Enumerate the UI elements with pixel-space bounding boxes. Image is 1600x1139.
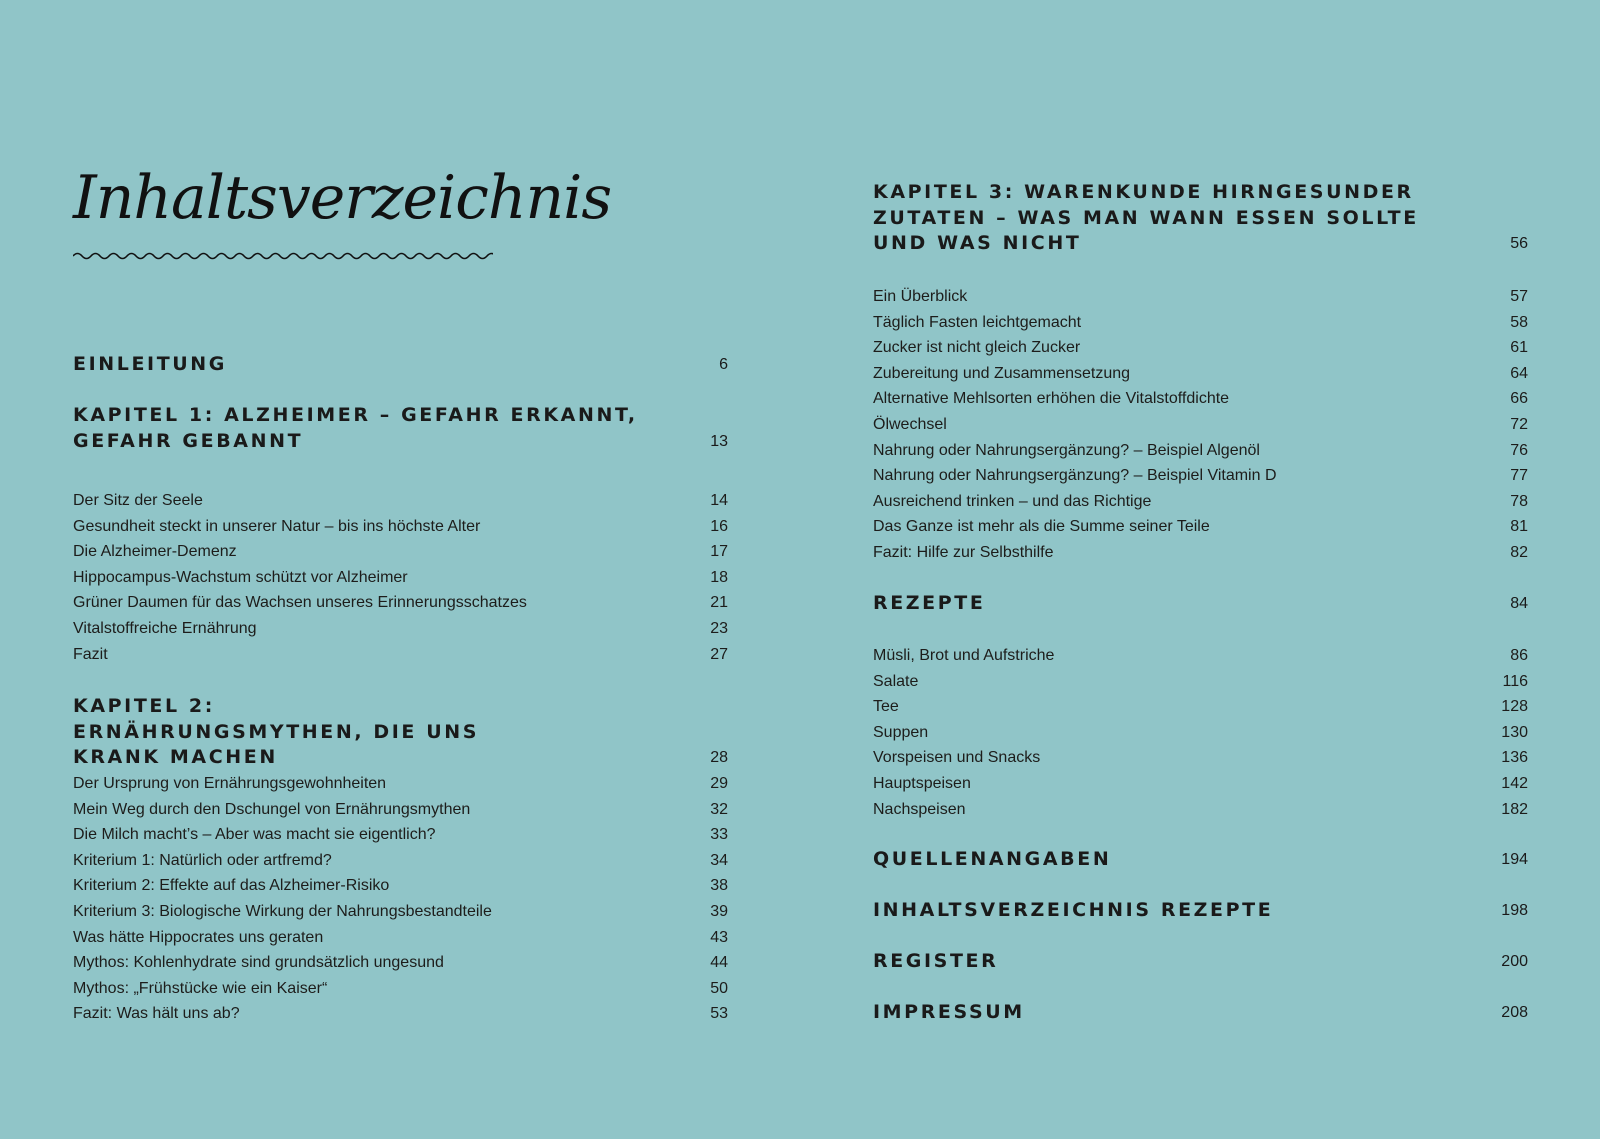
toc-entry-title: Der Sitz der Seele <box>73 492 203 509</box>
toc-entry[interactable] <box>73 590 728 616</box>
toc-entry[interactable] <box>873 514 1528 540</box>
toc-entry[interactable] <box>73 950 728 976</box>
toc-entry-page-number: 57 <box>1510 288 1528 305</box>
toc-entry-title: Das Ganze ist mehr als die Summe seiner Teile <box>873 518 1210 536</box>
heading-text: INHALTSVERZEICHNIS REZEPTE <box>873 899 1274 921</box>
toc-entry[interactable] <box>873 412 1528 438</box>
toc-entry-title: Vorspeisen und Snacks <box>873 749 1041 767</box>
heading-text: KAPITEL 2: ERNÄHRUNGSMYTHEN, DIE UNS KRANK MACHEN <box>73 695 480 769</box>
heading-page-number: 56 <box>1510 235 1528 253</box>
toc-list-kapitel-1 <box>73 488 728 667</box>
toc-entry-title: Die Milch macht’s – Aber was macht sie eigentlich? <box>73 826 436 844</box>
toc-entry[interactable] <box>873 284 1528 310</box>
toc-entry-title: Kriterium 2: Effekte auf das Alzheimer-Risiko <box>73 877 390 895</box>
toc-entry-title: Tee <box>873 698 899 716</box>
toc-entry[interactable] <box>73 565 728 591</box>
toc-entry-page-number: 61 <box>1510 339 1528 357</box>
toc-entry[interactable] <box>873 463 1528 489</box>
toc-entry-page-number: 72 <box>1510 415 1528 433</box>
heading-page-number: 6 <box>719 356 728 373</box>
toc-heading-kapitel-1[interactable] <box>73 403 728 454</box>
toc-entry-page-number: 38 <box>710 877 728 895</box>
heading-text: QUELLENANGABEN <box>873 848 1112 870</box>
heading-page-number: 194 <box>1501 851 1528 868</box>
toc-entry-title: Die Alzheimer-Demenz <box>73 543 237 561</box>
toc-entry[interactable] <box>73 642 728 668</box>
toc-entry-page-number: 66 <box>1510 390 1528 408</box>
heading-page-number: 84 <box>1510 595 1528 612</box>
toc-entry-page-number: 136 <box>1501 749 1528 767</box>
toc-entry-page-number: 53 <box>710 1005 728 1023</box>
toc-entry[interactable] <box>73 822 728 848</box>
heading-text: REGISTER <box>873 950 999 972</box>
toc-entry[interactable] <box>873 797 1528 823</box>
heading-page-number: 28 <box>710 749 728 767</box>
toc-entry-page-number: 32 <box>710 800 728 818</box>
toc-entry-title: Was hätte Hippocrates uns geraten <box>73 928 324 946</box>
toc-entry-title: Vitalstoffreiche Ernährung <box>73 619 257 637</box>
toc-entry[interactable] <box>73 976 728 1002</box>
toc-entry-page-number: 82 <box>1510 543 1528 561</box>
toc-entry-title: Mythos: Kohlenhydrate sind grundsätzlich ungesund <box>73 954 444 972</box>
heading-text: IMPRESSUM <box>873 1001 1025 1023</box>
toc-entry-title: Hauptspeisen <box>873 774 971 792</box>
toc-entry[interactable] <box>873 335 1528 361</box>
toc-entry[interactable] <box>873 643 1528 669</box>
toc-entry[interactable] <box>873 438 1528 464</box>
toc-entry[interactable] <box>873 540 1528 566</box>
toc-entry-title: Mythos: „Frühstücke wie ein Kaiser“ <box>73 979 328 997</box>
toc-heading-quellenangaben[interactable] <box>873 847 1528 873</box>
toc-entry-page-number: 39 <box>710 902 728 920</box>
toc-entry-page-number: 128 <box>1501 698 1528 716</box>
toc-entry-title: Nachspeisen <box>873 800 966 818</box>
toc-entry-page-number: 116 <box>1502 672 1528 690</box>
toc-entry[interactable] <box>73 488 728 514</box>
toc-list-kapitel-2 <box>73 771 728 1027</box>
toc-entry-page-number: 16 <box>710 517 728 535</box>
toc-entry-title: Grüner Daumen für das Wachsen unseres Erinnerungsschatzes <box>73 594 527 612</box>
toc-entry[interactable] <box>873 489 1528 515</box>
toc-heading-inhaltsverzeichnis-rezepte[interactable] <box>873 898 1528 924</box>
toc-entry-page-number: 29 <box>710 775 728 792</box>
toc-entry[interactable] <box>873 745 1528 771</box>
toc-entry[interactable] <box>73 873 728 899</box>
toc-entry[interactable] <box>873 720 1528 746</box>
toc-entry-page-number: 50 <box>710 979 728 997</box>
toc-list-kapitel-3 <box>873 284 1528 566</box>
toc-heading-einleitung[interactable] <box>73 352 728 378</box>
toc-entry[interactable] <box>73 925 728 951</box>
toc-entry-title: Täglich Fasten leichtgemacht <box>873 313 1082 331</box>
toc-entry[interactable] <box>73 539 728 565</box>
toc-entry-title: Kriterium 1: Natürlich oder artfremd? <box>73 851 332 869</box>
heading-text: REZEPTE <box>873 592 986 614</box>
heading-text: KAPITEL 3: WARENKUNDE HIRNGESUNDER ZUTATEN – WAS MAN WANN ESSEN SOLLTE UND WAS NICHT <box>873 181 1419 255</box>
wavy-underline-icon <box>73 250 493 262</box>
toc-entry-title: Zucker ist nicht gleich Zucker <box>873 339 1081 357</box>
toc-entry[interactable] <box>873 310 1528 336</box>
heading-page-number: 200 <box>1501 953 1528 970</box>
toc-entry-page-number: 14 <box>710 492 728 509</box>
toc-heading-kapitel-3[interactable] <box>873 180 1528 257</box>
toc-entry-page-number: 182 <box>1501 800 1528 818</box>
toc-entry-page-number: 86 <box>1510 647 1528 664</box>
toc-entry-title: Fazit: Was hält uns ab? <box>73 1005 240 1023</box>
toc-entry[interactable] <box>873 694 1528 720</box>
toc-entry[interactable] <box>73 771 728 797</box>
toc-entry-page-number: 58 <box>1510 313 1528 331</box>
toc-entry-page-number: 43 <box>710 928 728 946</box>
toc-entry-title: Ein Überblick <box>873 288 968 305</box>
toc-entry-title: Fazit: Hilfe zur Selbsthilfe <box>873 543 1054 561</box>
toc-entry[interactable] <box>873 771 1528 797</box>
toc-entry-page-number: 77 <box>1510 467 1528 485</box>
toc-entry-title: Ausreichend trinken – und das Richtige <box>873 492 1152 510</box>
toc-heading-impressum[interactable] <box>873 1000 1528 1026</box>
toc-entry-page-number: 17 <box>710 543 728 561</box>
toc-entry-page-number: 23 <box>710 619 728 637</box>
toc-entry-title: Ölwechsel <box>873 415 947 433</box>
toc-entry[interactable] <box>73 1001 728 1027</box>
toc-entry[interactable] <box>73 797 728 823</box>
toc-entry[interactable] <box>73 899 728 925</box>
toc-entry-page-number: 44 <box>710 954 728 972</box>
heading-text: EINLEITUNG <box>73 353 227 375</box>
toc-entry[interactable] <box>873 386 1528 412</box>
toc-heading-rezepte[interactable] <box>873 591 1528 617</box>
toc-entry-page-number: 21 <box>710 594 728 612</box>
heading-page-number: 198 <box>1501 902 1528 919</box>
toc-entry[interactable] <box>873 669 1528 695</box>
toc-entry-page-number: 33 <box>710 826 728 844</box>
toc-list-rezepte <box>873 643 1528 822</box>
toc-heading-kapitel-2[interactable] <box>73 694 728 771</box>
toc-entry-title: Kriterium 3: Biologische Wirkung der Nahrungsbestandteile <box>73 902 492 920</box>
toc-entry-title: Zubereitung und Zusammensetzung <box>873 364 1131 382</box>
toc-entry-page-number: 142 <box>1501 774 1528 792</box>
heading-text: KAPITEL 1: ALZHEIMER – GEFAHR ERKANNT, GEFAHR GEBANNT <box>73 404 638 452</box>
toc-entry-title: Fazit <box>73 645 108 663</box>
toc-entry-page-number: 78 <box>1510 492 1528 510</box>
toc-entry-title: Nahrung oder Nahrungsergänzung? – Beispiel Vitamin D <box>873 467 1277 485</box>
heading-page-number: 208 <box>1501 1004 1528 1021</box>
toc-entry-page-number: 81 <box>1510 518 1528 536</box>
toc-entry-title: Salate <box>873 672 919 690</box>
toc-entry-title: Alternative Mehlsorten erhöhen die Vitalstoffdichte <box>873 390 1230 408</box>
toc-entry-title: Gesundheit steckt in unserer Natur – bis ins höchste Alter <box>73 517 481 535</box>
toc-entry-title: Mein Weg durch den Dschungel von Ernährungsmythen <box>73 800 471 818</box>
toc-entry-page-number: 64 <box>1510 364 1528 382</box>
toc-entry-page-number: 27 <box>710 645 728 663</box>
toc-entry-title: Müsli, Brot und Aufstriche <box>873 647 1055 664</box>
toc-entry-title: Der Ursprung von Ernährungsgewohnheiten <box>73 775 387 792</box>
toc-heading-register[interactable] <box>873 949 1528 975</box>
toc-entry-title: Hippocampus-Wachstum schützt vor Alzheimer <box>73 568 408 586</box>
toc-entry-page-number: 130 <box>1501 723 1528 741</box>
toc-entry-title: Nahrung oder Nahrungsergänzung? – Beispiel Algenöl <box>873 441 1260 459</box>
toc-entry[interactable] <box>873 361 1528 387</box>
toc-entry[interactable] <box>73 848 728 874</box>
toc-entry-page-number: 34 <box>710 851 728 869</box>
toc-entry-page-number: 18 <box>710 568 728 586</box>
page-title: Inhaltsverzeichnis <box>73 163 612 233</box>
toc-entry[interactable] <box>73 616 728 642</box>
toc-entry-page-number: 76 <box>1510 441 1528 459</box>
toc-entry[interactable] <box>73 514 728 540</box>
heading-page-number: 13 <box>710 432 728 450</box>
toc-entry-title: Suppen <box>873 723 929 741</box>
